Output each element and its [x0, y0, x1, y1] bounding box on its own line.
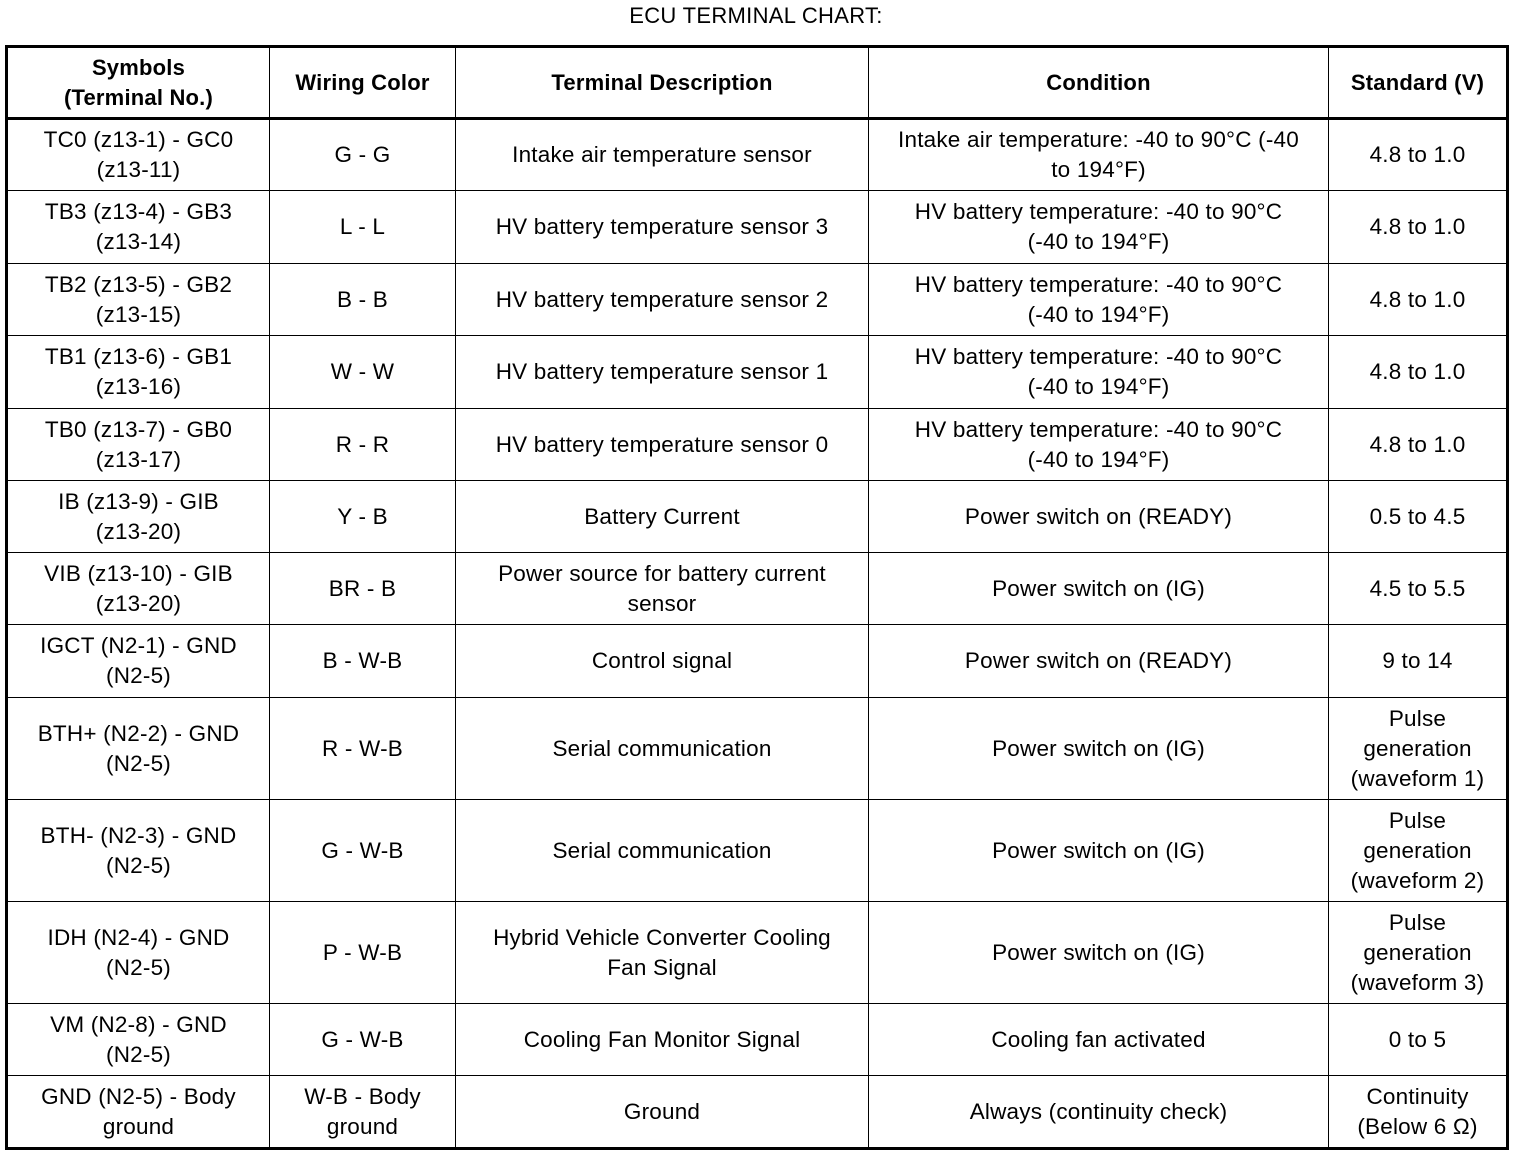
cell-standard: 4.8 to 1.0 [1329, 409, 1508, 481]
cell-description: HV battery temperature sensor 1 [456, 336, 869, 409]
table-row [7, 1004, 1508, 1076]
table-row [7, 625, 1508, 698]
cell-standard: 4.5 to 5.5 [1329, 553, 1508, 625]
symbols-line1: TB3 (z13-4) - GB3 [44, 199, 233, 224]
header-standard: Standard (V) [1329, 47, 1508, 119]
table-row [7, 336, 1508, 409]
cell-symbols [7, 800, 270, 902]
cell-wiring-color: G - W-B [270, 800, 456, 902]
symbols-line1: IGCT (N2-1) - GND [40, 633, 237, 658]
cell-wiring-color: W - W [270, 336, 456, 409]
symbols-line1: VM (N2-8) - GND [50, 1011, 227, 1037]
table-row [7, 1076, 1508, 1149]
symbols-line2: (N2-5) [106, 663, 171, 688]
cell-standard: 0 to 5 [1329, 1004, 1508, 1076]
cell-description [456, 902, 869, 1004]
condition-line2: (-40 to 194°F) [1027, 229, 1170, 254]
description-line2: Fan Signal [607, 954, 717, 980]
cell-condition: Always (continuity check) [869, 1076, 1329, 1149]
symbols-line1: TB0 (z13-7) - GB0 [44, 416, 233, 442]
cell-condition: Power switch on (IG) [869, 800, 1329, 902]
cell-wiring-color: R - R [270, 409, 456, 481]
cell-standard [1329, 800, 1508, 902]
symbols-line1: BTH+ (N2-2) - GND [37, 720, 240, 746]
symbols-line2: ground [102, 1113, 175, 1139]
cell-description: Ground [456, 1076, 869, 1149]
symbols-line2: (z13-15) [95, 301, 182, 327]
symbols-line1: TB2 (z13-5) - GB2 [44, 271, 233, 297]
cell-wiring-color: R - W-B [270, 698, 456, 800]
cell-condition: Power switch on (READY) [869, 481, 1329, 553]
standard-line3: (waveform 1) [1350, 765, 1485, 791]
cell-symbols [7, 119, 270, 191]
standard-line1: Pulse [1388, 807, 1447, 833]
cell-condition [869, 409, 1329, 481]
table-row [7, 553, 1508, 625]
standard-line1: Pulse [1388, 705, 1447, 731]
cell-wiring-color: B - B [270, 264, 456, 336]
symbols-line2: (z13-14) [95, 229, 182, 254]
standard-line2: generation [1363, 939, 1472, 965]
table-row [7, 264, 1508, 336]
cell-description: HV battery temperature sensor 0 [456, 409, 869, 481]
condition-line1: HV battery temperature: -40 to 90°C [914, 271, 1283, 297]
cell-wiring-color: G - W-B [270, 1004, 456, 1076]
symbols-line1: VIB (z13-10) - GIB [44, 560, 233, 586]
cell-description: HV battery temperature sensor 3 [456, 191, 869, 264]
cell-symbols [7, 409, 270, 481]
standard-line1: Pulse [1388, 909, 1447, 935]
cell-description: Control signal [456, 625, 869, 698]
symbols-line1: IDH (N2-4) - GND [47, 924, 230, 950]
symbols-line2: (z13-20) [95, 590, 182, 616]
table-row [7, 698, 1508, 800]
condition-line1: HV battery temperature: -40 to 90°C [914, 416, 1283, 442]
cell-symbols [7, 481, 270, 553]
standard-line1: Continuity [1366, 1083, 1469, 1109]
header-condition: Condition [869, 47, 1329, 119]
symbols-line2: (z13-11) [96, 157, 181, 182]
condition-line2: (-40 to 194°F) [1027, 446, 1170, 472]
standard-line2: generation [1363, 735, 1472, 761]
symbols-line2: (z13-17) [95, 446, 182, 472]
cell-condition: Power switch on (IG) [869, 698, 1329, 800]
cell-symbols [7, 1076, 270, 1149]
cell-symbols [7, 902, 270, 1004]
symbols-line2: (N2-5) [106, 954, 171, 980]
condition-line2: (-40 to 194°F) [1027, 301, 1170, 327]
cell-condition: Power switch on (IG) [869, 902, 1329, 1004]
header-symbols-line2: (Terminal No.) [63, 84, 214, 110]
cell-symbols [7, 1004, 270, 1076]
cell-wiring-color: G - G [270, 119, 456, 191]
ecu-terminal-table [5, 45, 1509, 1150]
cell-wiring-color: B - W-B [270, 625, 456, 698]
symbols-line2: (z13-20) [95, 518, 182, 544]
cell-symbols [7, 336, 270, 409]
table-header-row [7, 47, 1508, 119]
cell-description: HV battery temperature sensor 2 [456, 264, 869, 336]
symbols-line2: (N2-5) [106, 1041, 171, 1067]
condition-line2: (-40 to 194°F) [1027, 374, 1170, 399]
cell-condition [869, 119, 1329, 191]
header-symbols [7, 47, 270, 119]
cell-wiring-color [270, 1076, 456, 1149]
symbols-line2: (z13-16) [95, 374, 182, 399]
chart-title: ECU TERMINAL CHART: [629, 3, 883, 28]
table-row [7, 902, 1508, 1004]
table-row [7, 119, 1508, 191]
header-terminal-description: Terminal Description [456, 47, 869, 119]
cell-wiring-color: P - W-B [270, 902, 456, 1004]
standard-line3: (waveform 2) [1350, 867, 1485, 893]
symbols-line1: BTH- (N2-3) - GND [40, 822, 237, 848]
standard-line2: (Below 6 Ω) [1357, 1113, 1478, 1139]
symbols-line1: IB (z13-9) - GIB [58, 488, 219, 514]
cell-standard: 4.8 to 1.0 [1329, 264, 1508, 336]
symbols-line1: TC0 (z13-1) - GC0 [43, 127, 234, 152]
cell-description [456, 553, 869, 625]
symbols-line1: GND (N2-5) - Body [41, 1083, 236, 1109]
table-row [7, 800, 1508, 902]
cell-symbols [7, 625, 270, 698]
cell-description: Serial communication [456, 800, 869, 902]
standard-line3: (waveform 3) [1350, 969, 1485, 995]
cell-standard: 4.8 to 1.0 [1329, 119, 1508, 191]
cell-standard [1329, 698, 1508, 800]
symbols-line2: (N2-5) [106, 852, 171, 878]
cell-description: Cooling Fan Monitor Signal [456, 1004, 869, 1076]
cell-symbols [7, 264, 270, 336]
condition-line1: HV battery temperature: -40 to 90°C [914, 199, 1283, 224]
cell-wiring-color: BR - B [270, 553, 456, 625]
cell-symbols [7, 698, 270, 800]
description-line1: Hybrid Vehicle Converter Cooling [493, 924, 831, 950]
symbols-line2: (N2-5) [106, 750, 171, 776]
cell-standard: 0.5 to 4.5 [1329, 481, 1508, 553]
cell-condition: Cooling fan activated [869, 1004, 1329, 1076]
cell-description: Serial communication [456, 698, 869, 800]
cell-condition [869, 336, 1329, 409]
cell-condition [869, 264, 1329, 336]
standard-line2: generation [1363, 837, 1472, 863]
cell-description: Battery Current [456, 481, 869, 553]
wiring-color-line2: ground [326, 1113, 399, 1139]
condition-line1: HV battery temperature: -40 to 90°C [914, 344, 1283, 369]
wiring-color-line1: W-B - Body [304, 1083, 421, 1109]
cell-condition: Power switch on (READY) [869, 625, 1329, 698]
condition-line1: Intake air temperature: -40 to 90°C (-40 [898, 127, 1299, 152]
description-line2: sensor [627, 590, 697, 616]
cell-condition: Power switch on (IG) [869, 553, 1329, 625]
cell-wiring-color: Y - B [270, 481, 456, 553]
condition-line2: to 194°F) [1051, 157, 1146, 182]
description-line1: Power source for battery current [498, 560, 826, 586]
cell-wiring-color: L - L [270, 191, 456, 264]
cell-standard: 4.8 to 1.0 [1329, 191, 1508, 264]
cell-standard [1329, 1076, 1508, 1149]
symbols-line1: TB1 (z13-6) - GB1 [44, 344, 233, 369]
table-row [7, 481, 1508, 553]
header-wiring-color: Wiring Color [270, 47, 456, 119]
cell-description: Intake air temperature sensor [456, 119, 869, 191]
cell-condition [869, 191, 1329, 264]
cell-standard: 9 to 14 [1329, 625, 1508, 698]
cell-standard: 4.8 to 1.0 [1329, 336, 1508, 409]
header-symbols-line1: Symbols [91, 54, 186, 80]
cell-symbols [7, 553, 270, 625]
table-row [7, 409, 1508, 481]
table-row [7, 191, 1508, 264]
cell-symbols [7, 191, 270, 264]
cell-standard [1329, 902, 1508, 1004]
